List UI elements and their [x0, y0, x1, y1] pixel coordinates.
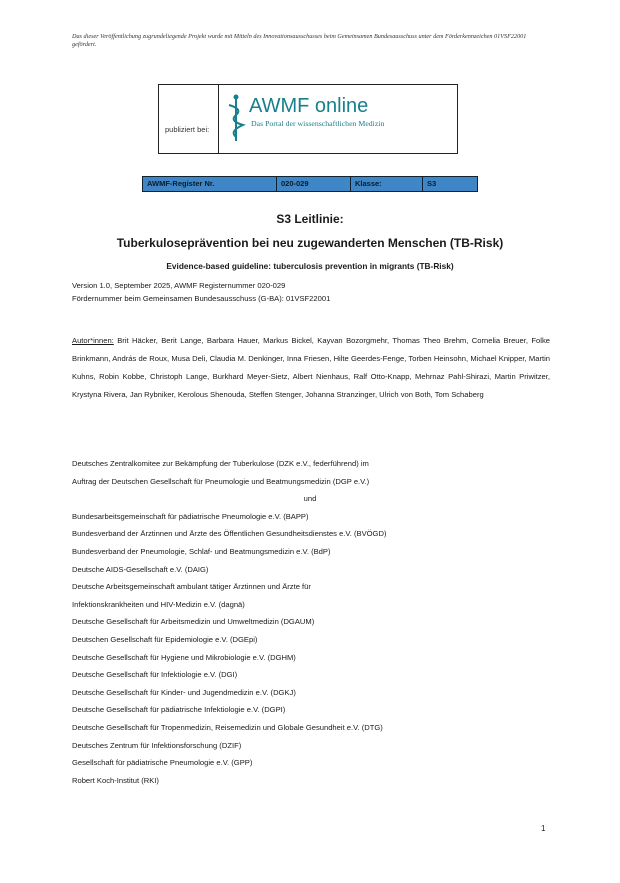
org-list-item: Robert Koch-Institut (RKI) [72, 775, 159, 785]
lead-org-line: Auftrag der Deutschen Gesellschaft für Pneumologie und Beatmungsmedizin (DGP e.V.) [72, 476, 370, 486]
org-list-item: Deutsche AIDS-Gesellschaft e.V. (DAIG) [72, 564, 209, 574]
org-list-item: Bundesverband der Pneumologie, Schlaf- und Beatmungsmedizin e.V. (BdP) [72, 546, 331, 556]
funding-note: Das dieser Veröffentlichung zugrundeliegende Projekt wurde mit Mitteln des Innovationsausschusses beim Gemeinsamen Bundesausschuss unter dem Förderkennzeichen 01VSF22001 gefördert. [72, 33, 527, 49]
brand-tagline: Das Portal der wissenschaftlichen Medizin [251, 119, 385, 128]
class-value: S3 [427, 179, 437, 188]
register-number: 020-029 [277, 177, 351, 191]
authors-names: Brit Häcker, Berit Lange, Barbara Hauer, Markus Bickel, Kayvan Bozorgmehr, Thomas Theo Brehm, Cornelia Breuer, Folke Brinkmann, András de Roux, Musa Deli, Claudia M. Denkinger, Inna Friesen, Hilte Geerdes-Fenge, Torben Heinsohn, Michael Knipper, Martin Kuhns, Robin Kobbe, Christoph Lange, Burkhard Meyer-Sietz, Albert Nienhaus, Ralf Otto-Knapp, Mehrnaz Pahl-Shirazi, Martin Priwitzer, Krystyna Rivera, Jan Rybniker, Kerolous Shenouda, Steffen Stenger, Johanna Stranzinger, Ulrich von Both, Tom Schaberg [72, 336, 550, 399]
guideline-title: Tuberkuloseprävention bei neu zugewanderten Menschen (TB-Risk) [116, 236, 504, 250]
and-separator: und [303, 494, 317, 504]
class-label: Klasse: [351, 177, 423, 191]
awmf-logo-box [158, 84, 458, 154]
org-list-item: Deutsche Gesellschaft für pädiatrische Infektiologie e.V. (DGPI) [72, 705, 286, 715]
awmf-brand [219, 85, 457, 153]
org-list-item: Infektionskrankheiten und HIV-Medizin e.V. (dagnä) [72, 599, 245, 609]
org-list-item: Deutsche Gesellschaft für Infektiologie e.V. (DGI) [72, 670, 238, 680]
org-list-item: Bundesarbeitsgemeinschaft für pädiatrische Pneumologie e.V. (BAPP) [72, 511, 309, 521]
published-label: publiziert bei: [159, 85, 219, 153]
register-label: AWMF-Register Nr. [143, 177, 277, 191]
lead-org-line: Deutsches Zentralkomitee zur Bekämpfung der Tuberkulose (DZK e.V., federführend) im [72, 459, 369, 468]
org-list-item: Bundesverband der Ärztinnen und Ärzte des Öffentlichen Gesundheitsdienstes e.V. (BVÖGD) [72, 529, 387, 539]
org-list-item: Deutsches Zentrum für Infektionsforschung (DZIF) [72, 740, 242, 750]
org-list-item: Gesellschaft für pädiatrische Pneumologie e.V. (GPP) [72, 758, 253, 768]
version-line: Version 1.0, September 2025, AWMF Registernummer 020-029 [72, 281, 286, 290]
brand-title: AWMF online [249, 95, 369, 117]
register-bar [142, 176, 478, 192]
authors-label: Autor*innen: [72, 336, 114, 345]
page-number: 1 [541, 824, 546, 833]
authors-block [72, 332, 550, 404]
org-list-item: Deutschen Gesellschaft für Epidemiologie e.V. (DGEpi) [72, 634, 258, 644]
organizations-block [72, 455, 550, 789]
org-list-item: Deutsche Gesellschaft für Hygiene und Mikrobiologie e.V. (DGHM) [72, 652, 296, 662]
grant-line: Fördernummer beim Gemeinsamen Bundesausschuss (G-BA): 01VSF22001 [72, 294, 331, 303]
org-list-item: Deutsche Gesellschaft für Kinder- und Jugendmedizin e.V. (DGKJ) [72, 687, 296, 697]
caduceus-icon [225, 93, 247, 143]
guideline-subtitle: Evidence-based guideline: tuberculosis prevention in migrants (TB-Risk) [166, 261, 454, 271]
guideline-type: S3 Leitlinie: [276, 212, 344, 226]
meta-info [72, 279, 330, 305]
org-list-item: Deutsche Arbeitsgemeinschaft ambulant tätiger Ärztinnen und Ärzte für [72, 582, 311, 592]
org-list-item: Deutsche Gesellschaft für Arbeitsmedizin und Umweltmedizin (DGAUM) [72, 617, 315, 627]
org-list-item: Deutsche Gesellschaft für Tropenmedizin, Reisemedizin und Globale Gesundheit e.V. (DTG) [72, 722, 383, 732]
